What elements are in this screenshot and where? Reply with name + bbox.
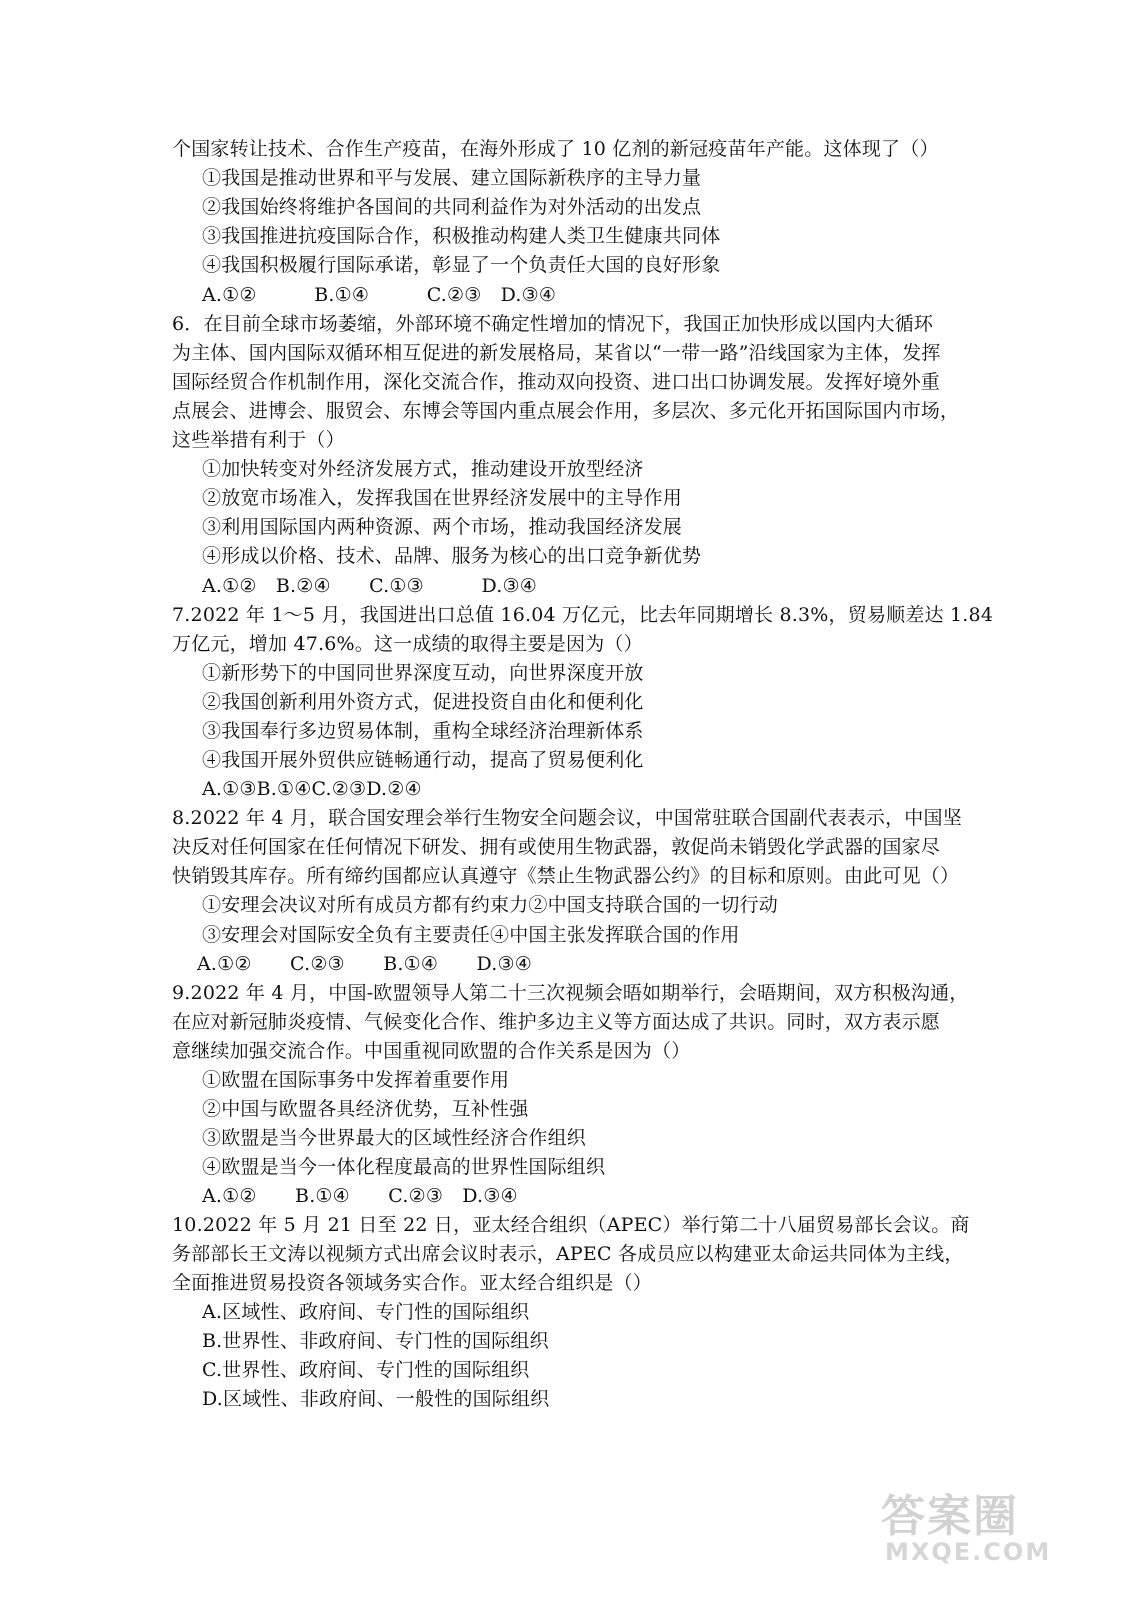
option-statement: ①我国是推动世界和平与发展、建立国际新秩序的主导力量 [202, 167, 702, 189]
question-6-text: 这些举措有利于（） [172, 429, 345, 451]
option-statement: ④我国开展外贸供应链畅通行动，提高了贸易便利化 [202, 749, 644, 771]
option-statement: ④我国积极履行国际承诺，彰显了一个负责任大国的良好形象 [202, 254, 721, 276]
question-8-text: 快销毁其库存。所有缔约国都应认真遵守《禁止生物武器公约》的目标和原则。由此可见（） [172, 865, 960, 887]
option-statement: ②放宽市场准入，发挥我国在世界经济发展中的主导作用 [202, 487, 683, 509]
answer-choices: A.①② B.①④ C.②③ D.③④ [202, 284, 557, 306]
option-statement: ④形成以价格、技术、品牌、服务为核心的出口竞争新优势 [202, 545, 702, 567]
question-7-text: 万亿元，增加 47.6%。这一成绩的取得主要是因为（） [172, 633, 643, 655]
answer-option: A.区域性、政府间、专门性的国际组织 [202, 1301, 530, 1323]
watermark-logo [881, 1480, 1091, 1570]
answer-choices: A.①② B.②④ C.①③ D.③④ [202, 575, 537, 597]
question-6-text: 点展会、进博会、服贸会、东博会等国内重点展会作用，多层次、多元化开拓国际国内市场， [172, 400, 960, 422]
answer-choices: A.①② C.②③ B.①④ D.③④ [197, 953, 532, 975]
watermark-text: 答案圈 [881, 1491, 1019, 1542]
question-10-text: 10.2022 年 5 月 21 日至 22 日，亚太经合组织（APEC）举行第二十八届贸易部长会议。商 [172, 1214, 970, 1236]
answer-choices: A.①③B.①④C.②③D.②④ [202, 778, 422, 800]
question-6-text: 为主体、国内国际双循环相互促进的新发展格局，某省以“一带一路”沿线国家为主体，发挥 [172, 342, 941, 364]
option-statement: ①欧盟在国际事务中发挥着重要作用 [202, 1069, 510, 1091]
question-10-text: 务部部长王文涛以视频方式出席会议时表示，APEC 各成员应以构建亚太命运共同体为主线， [172, 1243, 964, 1265]
question-text: 个国家转让技术、合作生产疫苗，在海外形成了 10 亿剂的新冠疫苗年产能。这体现了（） [172, 138, 939, 160]
answer-option: D.区域性、非政府间、一般性的国际组织 [202, 1388, 550, 1410]
question-8-text: 8.2022 年 4 月，联合国安理会举行生物安全问题会议，中国常驻联合国副代表表示，中国坚 [172, 807, 962, 829]
option-statement: ①新形势下的中国同世界深度互动，向世界深度开放 [202, 662, 644, 684]
question-6-text: 国际经贸合作机制作用，深化交流合作，推动双向投资、进口出口协调发展。发挥好境外重 [172, 371, 941, 393]
option-statement: ②中国与欧盟各具经济优势，互补性强 [202, 1098, 529, 1120]
question-6-text: 6．在目前全球市场萎缩，外部环境不确定性增加的情况下，我国正加快形成以国内大循环 [172, 313, 934, 335]
answer-option: B.世界性、非政府间、专门性的国际组织 [202, 1330, 549, 1352]
option-statement: ①加快转变对外经济发展方式，推动建设开放型经济 [202, 458, 644, 480]
question-9-text: 意继续加强交流合作。中国重视同欧盟的合作关系是因为（） [172, 1040, 691, 1062]
answer-choices: A.①② B.①④ C.②③ D.③④ [202, 1185, 518, 1207]
option-statement: ③我国推进抗疫国际合作，积极推动构建人类卫生健康共同体 [202, 225, 721, 247]
question-8-text: 决反对任何国家在任何情况下研发、拥有或使用生物武器，敦促尚未销毁化学武器的国家尽 [172, 836, 941, 858]
option-statement: ②我国始终将维护各国间的共同利益作为对外活动的出发点 [202, 196, 702, 218]
option-statement: ③利用国际国内两种资源、两个市场，推动我国经济发展 [202, 516, 683, 538]
option-statement: ③欧盟是当今世界最大的区域性经济合作组织 [202, 1127, 587, 1149]
question-7-text: 7.2022 年 1～5 月，我国进出口总值 16.04 万亿元，比去年同期增长 8.3%，贸易顺差达 1.84 [172, 604, 994, 626]
question-10-text: 全面推进贸易投资各领域务实合作。亚太经合组织是（） [172, 1272, 653, 1294]
option-statement: ②我国创新利用外资方式，促进投资自由化和便利化 [202, 691, 644, 713]
question-9-text: 9.2022 年 4 月，中国-欧盟领导人第二十三次视频会晤如期举行，会晤期间，双方积极沟通， [172, 982, 969, 1004]
option-statement: ③安理会对国际安全负有主要责任④中国主张发挥联合国的作用 [202, 924, 740, 946]
option-statement: ④欧盟是当今一体化程度最高的世界性国际组织 [202, 1156, 606, 1178]
question-9-text: 在应对新冠肺炎疫情、气候变化合作、维护多边主义等方面达成了共识。同时，双方表示愿 [172, 1011, 941, 1033]
watermark-url: MXQE.COM [885, 1538, 1052, 1566]
option-statement: ③我国奉行多边贸易体制，重构全球经济治理新体系 [202, 720, 644, 742]
answer-option: C.世界性、政府间、专门性的国际组织 [202, 1359, 530, 1381]
option-statement: ①安理会决议对所有成员方都有约束力②中国支持联合国的一切行动 [202, 894, 779, 916]
